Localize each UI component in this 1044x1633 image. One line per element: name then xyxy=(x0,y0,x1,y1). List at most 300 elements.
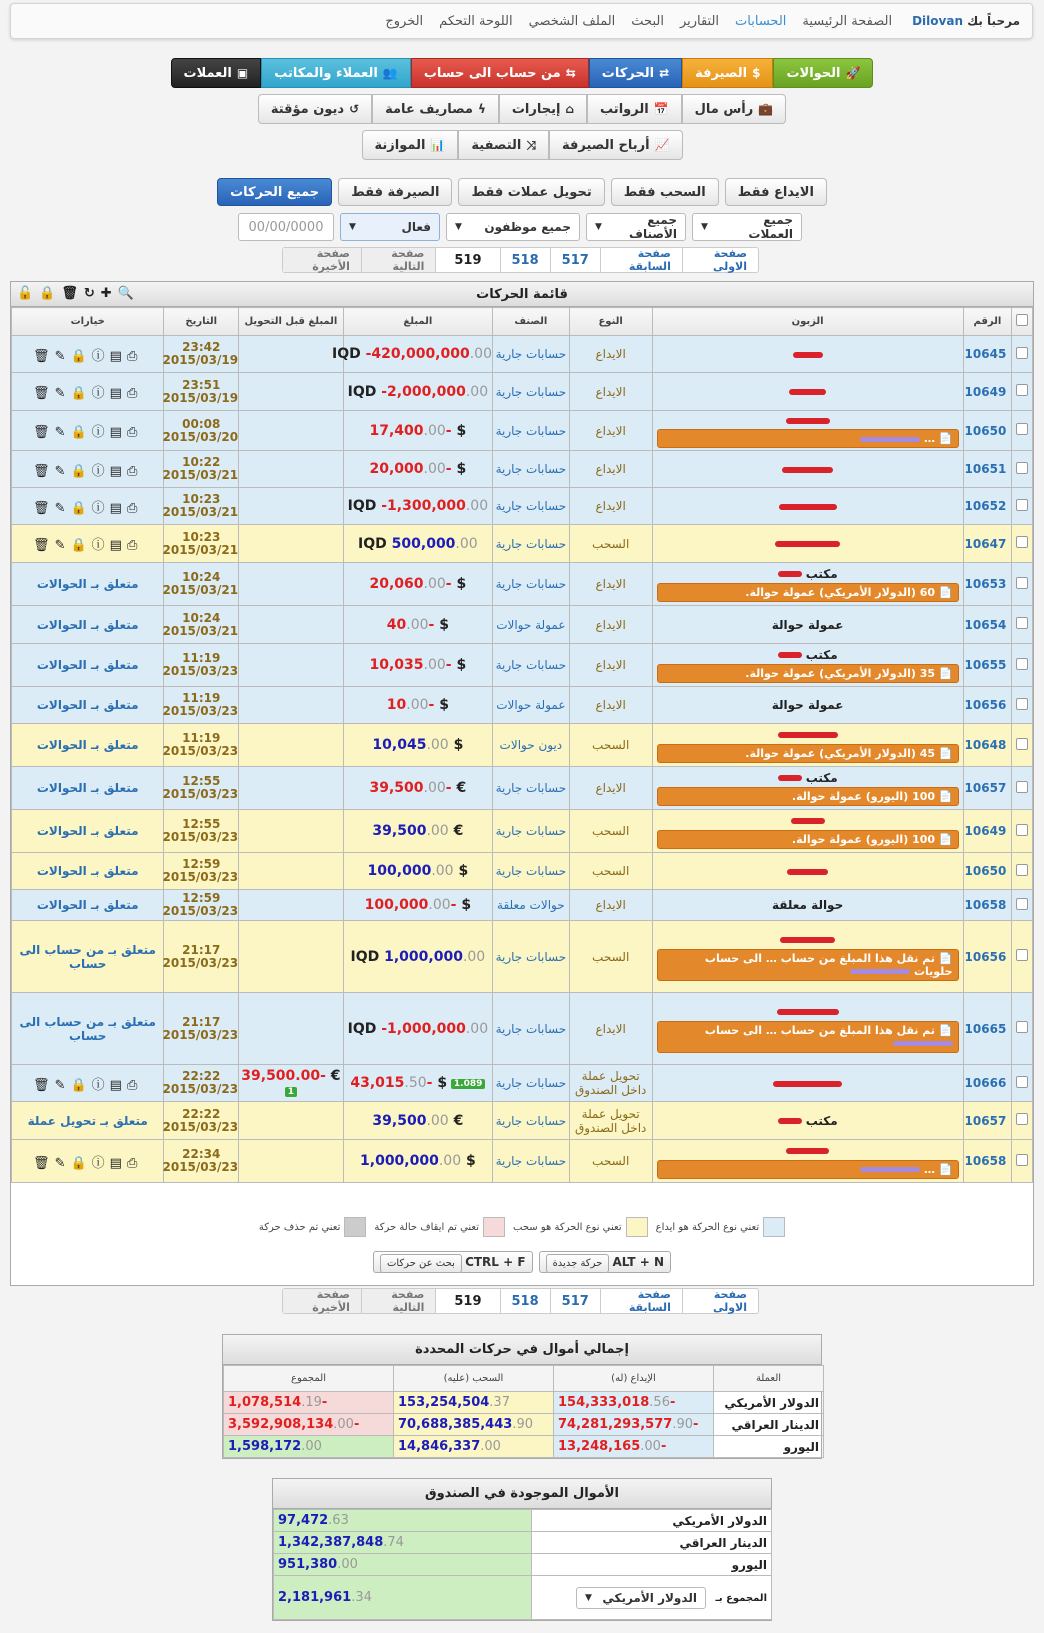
nav-accounts[interactable]: الحسابات xyxy=(735,13,787,29)
row-amount: $ -20,000.00 xyxy=(343,451,492,488)
summary-total: -3,592,908,134.00 xyxy=(224,1414,394,1436)
table-row[interactable] xyxy=(12,563,1033,606)
row-date: 00:08 2015/03/20 xyxy=(164,411,239,451)
trash-icon[interactable]: 🗑 xyxy=(33,463,55,479)
row-checkbox-cell xyxy=(1012,451,1033,488)
row-date: 12:59 2015/03/23 xyxy=(164,853,239,890)
row-checkbox[interactable] xyxy=(1016,864,1028,876)
row-number[interactable]: 10665 xyxy=(963,993,1012,1065)
trash-icon[interactable]: 🗑 xyxy=(33,1077,55,1093)
summary-currency: الدولار الأمريكي xyxy=(714,1392,824,1414)
customer-name[interactable]: حوالة معلقة xyxy=(771,898,844,912)
row-number[interactable]: 10648 xyxy=(963,724,1012,767)
lock-icon[interactable]: 🔒 xyxy=(70,1077,92,1093)
row-amount-before xyxy=(239,853,344,890)
filter-all-transactions[interactable]: جميع الحركات xyxy=(217,178,332,206)
summary-row xyxy=(224,1392,824,1414)
table-row[interactable] xyxy=(12,1065,1033,1102)
row-checkbox[interactable] xyxy=(1016,577,1028,589)
customer-name[interactable]: مكتب xyxy=(657,1114,959,1128)
summary-table xyxy=(223,1365,824,1458)
page-518[interactable]: 518 xyxy=(500,1289,550,1313)
row-checkbox[interactable] xyxy=(1016,738,1028,750)
row-date: 12:59 2015/03/23 xyxy=(164,890,239,921)
col-date[interactable]: التاريخ xyxy=(164,308,239,336)
print-icon[interactable]: ⎙ xyxy=(126,425,143,440)
row-checkbox[interactable] xyxy=(1016,824,1028,836)
row-category: حسابات جارية xyxy=(493,451,570,488)
print-icon[interactable]: ⎙ xyxy=(126,500,143,516)
row-type: الايداع xyxy=(569,336,652,373)
general-expenses-button[interactable]: ϟ مصاريف عامة xyxy=(372,94,499,124)
row-amount-before xyxy=(239,921,344,993)
row-checkbox-cell xyxy=(1012,1102,1033,1140)
row-checkbox[interactable] xyxy=(1016,949,1028,961)
nav-reports[interactable]: التقارير xyxy=(679,13,720,29)
summary-col-deposit: الإيداع (له) xyxy=(554,1366,714,1392)
row-amount: $ -40.00 xyxy=(343,606,492,644)
nav-profile[interactable]: الملف الشخصي xyxy=(528,13,616,29)
temp-debts-button[interactable]: ↺ ديون مؤقتة xyxy=(258,94,372,124)
file-icon: 📄 xyxy=(938,1162,953,1176)
info-icon[interactable]: ⓘ xyxy=(91,1077,110,1093)
row-checkbox[interactable] xyxy=(1016,384,1028,396)
row-amount: € 39,500.00 xyxy=(343,810,492,853)
row-amount-before xyxy=(239,1065,344,1102)
row-customer xyxy=(652,373,963,411)
row-date: 11:19 2015/03/23 xyxy=(164,724,239,767)
row-number[interactable]: 10647 xyxy=(963,525,1012,563)
row-amount: IQD -2,000,000.00 xyxy=(343,373,492,411)
row-number[interactable]: 10657 xyxy=(963,1102,1012,1140)
lock-icon[interactable]: 🔒 xyxy=(70,348,92,364)
swap-icon: ⇄ xyxy=(659,66,670,80)
row-number[interactable]: 10649 xyxy=(963,373,1012,411)
print-icon[interactable]: ⎙ xyxy=(126,348,143,364)
note-badge: 📄 100 (اليورو) عمولة حوالة. xyxy=(657,787,959,806)
new-transaction-shortcut[interactable]: ALT + N حركة جديدة xyxy=(539,1251,671,1273)
table-row[interactable] xyxy=(12,853,1033,890)
info-icon[interactable]: ⓘ xyxy=(91,386,110,401)
summary-body xyxy=(224,1392,824,1458)
toolbar-reports xyxy=(0,130,1044,160)
transactions-table xyxy=(11,307,1033,1183)
summary-currency: اليورو xyxy=(714,1436,824,1458)
page-last[interactable]: صفحة الأخيرة xyxy=(283,1289,361,1313)
redacted-name xyxy=(773,1081,842,1087)
table-row[interactable] xyxy=(12,336,1033,373)
rents-button[interactable]: ⌂ إيجارات xyxy=(499,94,587,124)
print-icon[interactable]: ⎙ xyxy=(126,463,143,479)
capital-button[interactable]: 💼 رأس مال xyxy=(682,94,787,124)
table-row[interactable] xyxy=(12,488,1033,525)
table-header-row xyxy=(12,308,1033,336)
row-checkbox[interactable] xyxy=(1016,1154,1028,1166)
plus-icon[interactable]: ✚ xyxy=(100,286,112,301)
row-checkbox[interactable] xyxy=(1016,898,1028,910)
row-type: الايداع xyxy=(569,890,652,921)
info-icon[interactable]: ⓘ xyxy=(91,348,110,364)
page-next[interactable]: صفحة التالية xyxy=(361,1289,435,1313)
row-checkbox-cell xyxy=(1012,411,1033,451)
related-link[interactable]: متعلق بـ تحويل عملة xyxy=(27,1113,148,1128)
table-row[interactable] xyxy=(12,890,1033,921)
table-row[interactable] xyxy=(12,373,1033,411)
print-icon[interactable]: ⎙ xyxy=(126,386,143,401)
exchange-button[interactable]: $ الصيرفة xyxy=(682,58,773,88)
related-link[interactable]: متعلق بـ من حساب الى حساب xyxy=(19,942,156,971)
info-icon[interactable]: ⓘ xyxy=(91,538,110,553)
customer-name[interactable]: مكتب xyxy=(657,648,959,662)
note-badge: 📄 تم نقل هذا المبلغ من حساب … الى حساب حلويات xyxy=(657,949,959,981)
related-link[interactable]: متعلق بـ الحوالات xyxy=(36,898,139,912)
redacted-name xyxy=(778,775,802,781)
col-type[interactable]: النوع xyxy=(569,308,652,336)
row-number[interactable]: 10645 xyxy=(963,336,1012,373)
exchange-arrows-icon: ⇆ xyxy=(565,66,576,80)
receipt-icon[interactable]: ▤ xyxy=(109,386,127,401)
row-amount: $ 100,000.00 xyxy=(343,853,492,890)
row-checkbox-cell xyxy=(1012,373,1033,411)
row-number[interactable]: 10654 xyxy=(963,606,1012,644)
nav-logout[interactable]: الخروج xyxy=(385,13,424,29)
trash-icon[interactable]: 🗑 xyxy=(33,425,55,440)
amount-before: € -39,500.00 xyxy=(241,1068,341,1084)
row-checkbox[interactable] xyxy=(1016,1076,1028,1088)
page-prev[interactable]: صفحة السابقة xyxy=(600,1289,682,1313)
status-select[interactable]: فعال ▼ xyxy=(340,213,440,241)
search-icon[interactable]: 🔍 xyxy=(117,286,134,301)
page-517[interactable]: 517 xyxy=(550,248,600,272)
receipt-icon[interactable]: ▤ xyxy=(109,1155,127,1171)
related-link[interactable]: متعلق بـ الحوالات xyxy=(36,698,139,712)
row-amount-before xyxy=(239,373,344,411)
summary-col-total: المجموع xyxy=(224,1366,394,1392)
print-icon[interactable]: ⎙ xyxy=(126,538,143,553)
edit-icon[interactable]: ✎ xyxy=(54,348,71,364)
edit-icon[interactable]: ✎ xyxy=(54,500,71,516)
redacted-name xyxy=(777,1009,839,1015)
row-checkbox[interactable] xyxy=(1016,781,1028,793)
row-number[interactable]: 10657 xyxy=(963,767,1012,810)
lock-icon[interactable]: 🔒 xyxy=(70,500,92,516)
info-icon[interactable]: ⓘ xyxy=(91,425,110,440)
row-number[interactable]: 10653 xyxy=(963,563,1012,606)
edit-icon[interactable]: ✎ xyxy=(54,1077,71,1093)
table-row[interactable] xyxy=(12,525,1033,563)
row-number[interactable]: 10655 xyxy=(963,644,1012,687)
row-checkbox-cell xyxy=(1012,563,1033,606)
row-options xyxy=(12,451,164,488)
row-customer xyxy=(652,488,963,525)
row-checkbox[interactable] xyxy=(1016,423,1028,435)
edit-icon[interactable]: ✎ xyxy=(54,538,71,553)
related-link[interactable]: متعلق بـ الحوالات xyxy=(36,577,139,591)
table-row[interactable] xyxy=(12,451,1033,488)
note-badge: 📄 35 (الدولار الأمريكي) عمولة حوالة. xyxy=(657,664,959,683)
cash-row xyxy=(274,1510,772,1532)
col-amount[interactable]: المبلغ xyxy=(343,308,492,336)
info-icon[interactable]: ⓘ xyxy=(91,463,110,479)
related-link[interactable]: متعلق بـ الحوالات xyxy=(36,781,139,795)
select-all-checkbox[interactable] xyxy=(1016,314,1028,326)
row-type: السحب xyxy=(569,525,652,563)
row-number[interactable]: 10650 xyxy=(963,853,1012,890)
row-amount: 1.089 $ -43,015.50 xyxy=(343,1065,492,1102)
employee-select[interactable]: جميع موظفون ▼ xyxy=(446,213,580,241)
lock-icon[interactable]: 🔒 xyxy=(70,425,92,440)
page-next[interactable]: صفحة التالية xyxy=(361,248,435,272)
legend-deleted: تعني تم حذف حركة xyxy=(259,1217,367,1237)
nav-search[interactable]: البحث xyxy=(631,13,664,29)
refresh-icon[interactable]: ↻ xyxy=(83,286,95,301)
customer-name[interactable]: مكتب xyxy=(657,567,959,581)
currencies-button[interactable]: ▣ العملات xyxy=(171,58,262,88)
page-518[interactable]: 518 xyxy=(500,248,550,272)
row-amount-before xyxy=(239,767,344,810)
balance-button[interactable]: 📊 الموازنة xyxy=(362,130,459,160)
cash-total-label: المجموع بـ الدولار الأمريكي ▼ xyxy=(532,1576,772,1620)
receipt-icon[interactable]: ▤ xyxy=(109,348,127,364)
row-checkbox[interactable] xyxy=(1016,698,1028,710)
trash-icon[interactable]: 🗑 xyxy=(61,286,78,301)
row-category: حسابات جارية xyxy=(493,810,570,853)
row-checkbox-cell xyxy=(1012,724,1033,767)
table-row[interactable] xyxy=(12,993,1033,1065)
settlement-button[interactable]: ⤨ التصفية xyxy=(458,130,549,160)
row-actions xyxy=(33,501,142,516)
summary-deposit: -74,281,293,577.90 xyxy=(554,1414,714,1436)
row-customer xyxy=(652,606,963,644)
row-customer xyxy=(652,525,963,563)
filter-currency-conversion[interactable]: تحويل عملات فقط xyxy=(458,178,604,206)
lock-icon[interactable]: 🔒 xyxy=(70,386,92,401)
cash-body xyxy=(274,1510,772,1576)
row-checkbox[interactable] xyxy=(1016,617,1028,629)
row-checkbox-cell xyxy=(1012,767,1033,810)
file-icon: 📄 xyxy=(938,789,953,803)
username[interactable]: Dilovan xyxy=(912,14,963,28)
lock-icon[interactable]: 🔒 xyxy=(70,538,92,553)
receipt-icon[interactable]: ▤ xyxy=(109,1077,127,1093)
row-date: 22:22 2015/03/23 xyxy=(164,1065,239,1102)
row-checkbox-cell xyxy=(1012,644,1033,687)
row-date: 22:34 2015/03/23 xyxy=(164,1140,239,1183)
row-options xyxy=(12,724,164,767)
row-checkbox[interactable] xyxy=(1016,1021,1028,1033)
filter-exchange-only[interactable]: الصيرفة فقط xyxy=(338,178,452,206)
cash-panel xyxy=(272,1478,772,1621)
row-amount: $ -10.00 xyxy=(343,687,492,724)
row-options xyxy=(12,525,164,563)
related-link[interactable]: متعلق بـ الحوالات xyxy=(36,738,139,752)
row-number[interactable]: 10658 xyxy=(963,890,1012,921)
nav-dashboard[interactable]: اللوحة التحكم xyxy=(439,13,513,29)
unlock-icon[interactable]: 🔓 xyxy=(17,286,34,301)
category-select[interactable]: جميع الأصناف ▼ xyxy=(586,213,686,241)
row-checkbox-cell xyxy=(1012,921,1033,993)
row-checkbox[interactable] xyxy=(1016,499,1028,511)
row-amount-before xyxy=(239,1140,344,1183)
table-row[interactable] xyxy=(12,1102,1033,1140)
row-amount: IQD -1,300,000.00 xyxy=(343,488,492,525)
related-link[interactable]: متعلق بـ الحوالات xyxy=(36,824,139,838)
note-badge: 📄 60 (الدولار الأمريكي) عمولة حوالة. xyxy=(657,583,959,602)
row-amount: IQD -420,000,000.00 xyxy=(343,336,492,373)
redacted-name xyxy=(778,571,802,577)
lock-icon[interactable]: 🔒 xyxy=(70,463,92,479)
table-row[interactable] xyxy=(12,644,1033,687)
row-date: 10:23 2015/03/21 xyxy=(164,488,239,525)
row-checkbox[interactable] xyxy=(1016,658,1028,670)
file-icon: 📄 xyxy=(938,432,953,445)
customer-name[interactable]: مكتب xyxy=(657,771,959,785)
row-checkbox[interactable] xyxy=(1016,1113,1028,1125)
exchange-profits-button[interactable]: 📈 أرباح الصيرفة xyxy=(549,130,683,160)
filter-deposit-only[interactable]: الايداع فقط xyxy=(725,178,827,206)
row-number[interactable]: 10649 xyxy=(963,810,1012,853)
legend-withdraw: تعني نوع الحركة هو سحب xyxy=(513,1217,648,1237)
related-link[interactable]: متعلق بـ الحوالات xyxy=(36,617,139,632)
row-date: 22:22 2015/03/23 xyxy=(164,1102,239,1140)
table-row[interactable] xyxy=(12,724,1033,767)
filter-withdraw-only[interactable]: السحب فقط xyxy=(611,178,719,206)
lock-icon[interactable]: 🔒 xyxy=(70,1155,92,1171)
trash-icon[interactable]: 🗑 xyxy=(33,1155,55,1171)
receipt-icon[interactable]: ▤ xyxy=(109,425,127,440)
row-checkbox-cell xyxy=(1012,810,1033,853)
customer-name[interactable]: عمولة حوالة xyxy=(771,698,844,712)
print-icon[interactable]: ⎙ xyxy=(126,1155,143,1171)
customer-name[interactable]: عمولة حوالة xyxy=(771,617,844,632)
row-options xyxy=(12,1065,164,1102)
table-row[interactable] xyxy=(12,921,1033,993)
edit-icon[interactable]: ✎ xyxy=(54,1155,71,1171)
row-options xyxy=(12,606,164,644)
row-number[interactable]: 10652 xyxy=(963,488,1012,525)
info-icon[interactable]: ⓘ xyxy=(91,1155,110,1171)
row-type: تحويل عملة داخل الصندوق xyxy=(569,1102,652,1140)
money-icon: ▣ xyxy=(236,66,249,80)
lock-icon[interactable]: 🔒 xyxy=(39,286,56,301)
row-number[interactable]: 10650 xyxy=(963,411,1012,451)
nav-home[interactable]: الصفحة الرئيسية xyxy=(802,13,893,29)
row-date: 11:19 2015/03/23 xyxy=(164,644,239,687)
receipt-icon[interactable]: ▤ xyxy=(109,538,127,553)
total-currency-select[interactable]: الدولار الأمريكي ▼ xyxy=(576,1587,706,1609)
row-checkbox[interactable] xyxy=(1016,347,1028,359)
calendar-icon: 📅 xyxy=(653,102,669,116)
receipt-icon[interactable]: ▤ xyxy=(109,500,127,516)
transactions-panel-header xyxy=(11,282,1033,307)
row-checkbox-cell xyxy=(1012,853,1033,890)
summary-row xyxy=(224,1414,824,1436)
edit-icon[interactable]: ✎ xyxy=(54,425,71,440)
row-actions xyxy=(33,464,142,479)
search-transactions-shortcut[interactable]: CTRL + F بحث عن حركات xyxy=(373,1251,533,1273)
row-amount: $ 10,045.00 xyxy=(343,724,492,767)
table-row[interactable] xyxy=(12,687,1033,724)
col-category[interactable]: الصنف xyxy=(493,308,570,336)
related-link[interactable]: متعلق بـ من حساب الى حساب xyxy=(19,1014,156,1043)
trash-icon[interactable]: 🗑 xyxy=(33,538,55,553)
salaries-button[interactable]: 📅 الرواتب xyxy=(587,94,682,124)
row-options xyxy=(12,767,164,810)
page-prev[interactable]: صفحة السابقة xyxy=(600,248,682,272)
trash-icon[interactable]: 🗑 xyxy=(33,386,55,401)
page-first[interactable]: صفحة الاولى xyxy=(682,248,758,272)
row-customer xyxy=(652,993,963,1065)
clients-offices-button[interactable]: 👥 العملاء والمكاتب xyxy=(261,58,411,88)
table-row[interactable] xyxy=(12,1140,1033,1183)
row-date: 11:19 2015/03/23 xyxy=(164,687,239,724)
row-category: حسابات جارية xyxy=(493,993,570,1065)
related-link[interactable]: متعلق بـ الحوالات xyxy=(36,864,139,878)
users-icon: 👥 xyxy=(382,66,398,80)
row-category: عمولة حوالات xyxy=(493,606,570,644)
file-icon: 📄 xyxy=(938,666,953,680)
table-row[interactable] xyxy=(12,810,1033,853)
summary-row xyxy=(224,1436,824,1458)
row-number[interactable]: 10658 xyxy=(963,1140,1012,1183)
row-actions xyxy=(33,1156,142,1171)
row-number[interactable]: 10656 xyxy=(963,921,1012,993)
edit-icon[interactable]: ✎ xyxy=(54,386,71,401)
row-number[interactable]: 10651 xyxy=(963,451,1012,488)
table-row[interactable] xyxy=(12,767,1033,810)
table-row[interactable] xyxy=(12,606,1033,644)
note-badge: 📄 45 (الدولار الأمريكي) عمولة حوالة. xyxy=(657,744,959,763)
currency-select[interactable]: جميع العملات ▼ xyxy=(692,213,802,241)
row-actions xyxy=(33,349,142,364)
row-checkbox-cell xyxy=(1012,488,1033,525)
date-input[interactable]: 00/00/0000 xyxy=(238,213,334,241)
select-all-header[interactable] xyxy=(1012,308,1033,336)
row-checkbox[interactable] xyxy=(1016,536,1028,548)
transfers-button[interactable]: 🚀 الحوالات xyxy=(773,58,873,88)
trash-icon[interactable]: 🗑 xyxy=(33,348,55,364)
col-amount-before[interactable]: المبلغ قبل التحويل xyxy=(239,308,344,336)
col-number[interactable]: الرقم xyxy=(963,308,1012,336)
row-category: حسابات جارية xyxy=(493,921,570,993)
page-last[interactable]: صفحة الأخيرة xyxy=(283,248,361,272)
table-row[interactable] xyxy=(12,411,1033,451)
summary-currency: الدينار العراقي xyxy=(714,1414,824,1436)
print-icon[interactable]: ⎙ xyxy=(126,1077,143,1093)
transactions-button[interactable]: ⇄ الحركات xyxy=(589,58,682,88)
trash-icon[interactable]: 🗑 xyxy=(33,500,55,516)
receipt-icon[interactable]: ▤ xyxy=(109,463,127,479)
panel-tools xyxy=(17,286,134,301)
info-icon[interactable]: ⓘ xyxy=(91,500,110,516)
edit-icon[interactable]: ✎ xyxy=(54,463,71,479)
row-customer xyxy=(652,687,963,724)
row-checkbox[interactable] xyxy=(1016,462,1028,474)
row-date: 10:22 2015/03/21 xyxy=(164,451,239,488)
select-filters xyxy=(238,213,811,241)
row-number[interactable]: 10666 xyxy=(963,1065,1012,1102)
page-517[interactable]: 517 xyxy=(550,1289,600,1313)
row-date: 10:24 2015/03/21 xyxy=(164,606,239,644)
col-customer[interactable]: الزبون xyxy=(652,308,963,336)
row-type: السحب xyxy=(569,810,652,853)
row-number[interactable]: 10656 xyxy=(963,687,1012,724)
page-first[interactable]: صفحة الاولى xyxy=(682,1289,758,1313)
row-options xyxy=(12,853,164,890)
row-type: الايداع xyxy=(569,373,652,411)
related-link[interactable]: متعلق بـ الحوالات xyxy=(36,658,139,672)
account-to-account-button[interactable]: ⇆ من حساب الى حساب xyxy=(411,58,589,88)
